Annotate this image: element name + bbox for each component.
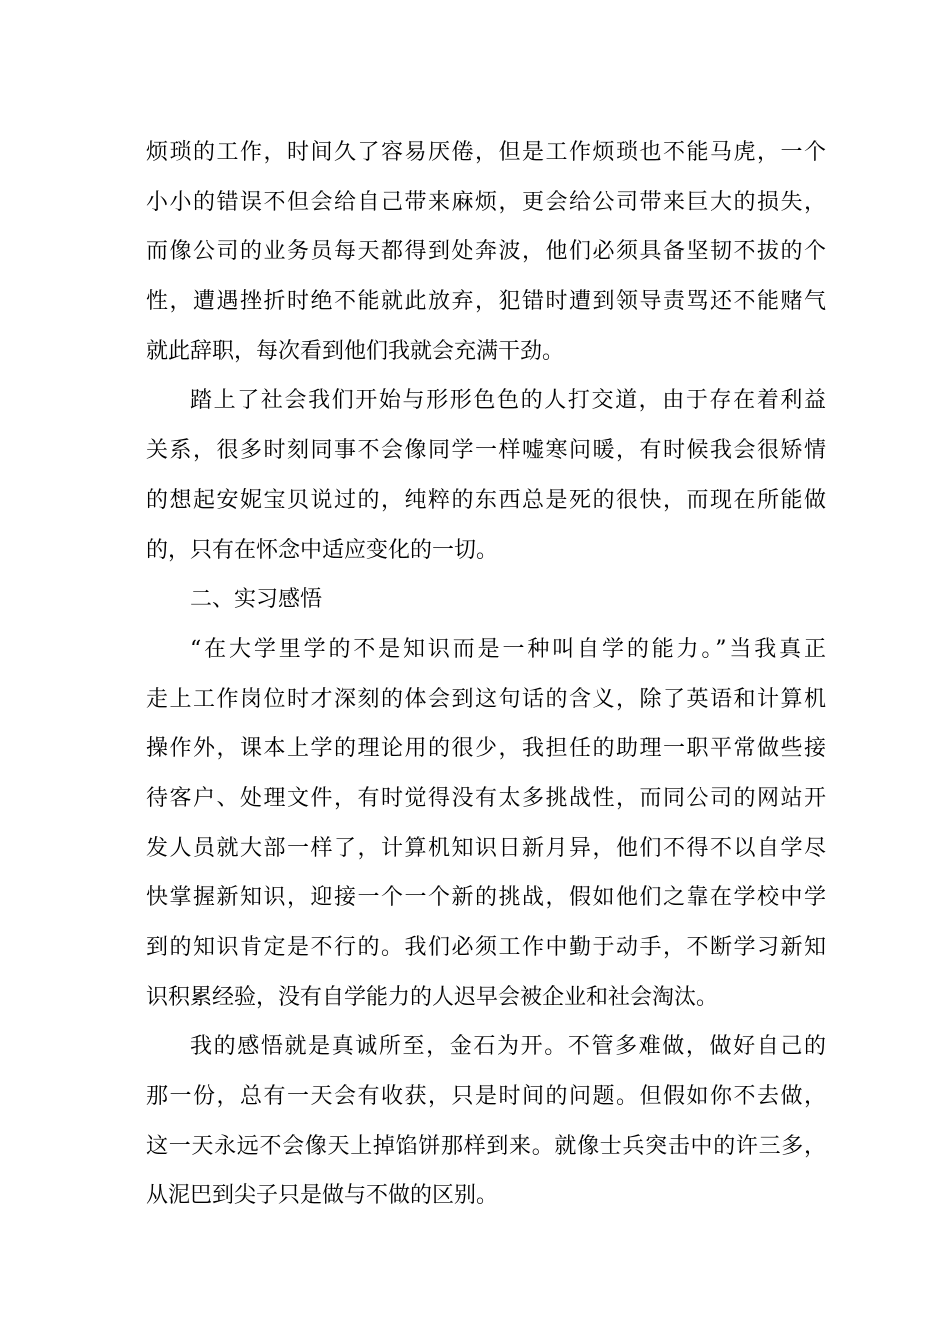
text-line: 二、实习感悟 [190, 587, 323, 613]
text-line: 就此辞职，每次看到他们我就会充满干劲。 [146, 338, 565, 364]
text-line: 的想起安妮宝贝说过的，纯粹的东西总是死的很快，而现在所能做 [146, 487, 826, 513]
text-line: 识积累经验，没有自学能力的人迟早会被企业和社会淘汰。 [146, 984, 719, 1010]
text-line: 这一天永远不会像天上掉馅饼那样到来。就像士兵突击中的许三多， [146, 1133, 826, 1159]
text-line: 快掌握新知识，迎接一个一个新的挑战，假如他们之靠在学校中学 [146, 885, 826, 911]
text-line: 走上工作岗位时才深刻的体会到这句话的含义，除了英语和计算机 [146, 686, 826, 712]
text-line: “在大学里学的不是知识而是一种叫自学的能力。”当我真正 [190, 636, 826, 662]
document-body [146, 128, 826, 1221]
text-line: 待客户、处理文件，有时觉得没有太多挑战性，而同公司的网站开 [146, 785, 826, 811]
text-line: 烦琐的工作，时间久了容易厌倦，但是工作烦琐也不能马虎，一个 [146, 140, 826, 165]
text-line: 发人员就大部一样了，计算机知识日新月异，他们不得不以自学尽 [146, 835, 826, 861]
text-line: 从泥巴到尖子只是做与不做的区别。 [146, 1183, 499, 1209]
text-line: 小小的错误不但会给自己带来麻烦，更会给公司带来巨大的损失， [146, 189, 826, 215]
text-line: 性，遭遇挫折时绝不能就此放弃，犯错时遭到领导责骂还不能赌气 [146, 289, 826, 315]
text-line: 踏上了社会我们开始与形形色色的人打交道，由于存在着利益 [190, 388, 826, 414]
text-line: 那一份，总有一天会有收获，只是时间的问题。但假如你不去做， [146, 1084, 826, 1110]
text-line: 而像公司的业务员每天都得到处奔波，他们必须具备坚韧不拔的个 [146, 239, 826, 265]
text-line: 操作外，课本上学的理论用的很少，我担任的助理一职平常做些接 [146, 736, 826, 762]
text-line: 到的知识肯定是不行的。我们必须工作中勤于动手，不断学习新知 [146, 935, 826, 960]
text-line: 我的感悟就是真诚所至，金石为开。不管多难做，做好自己的 [190, 1034, 826, 1060]
text-line: 关系，很多时刻同事不会像同学一样嘘寒问暖，有时候我会很矫情 [146, 438, 826, 464]
text-line: 的，只有在怀念中适应变化的一切。 [146, 537, 499, 563]
